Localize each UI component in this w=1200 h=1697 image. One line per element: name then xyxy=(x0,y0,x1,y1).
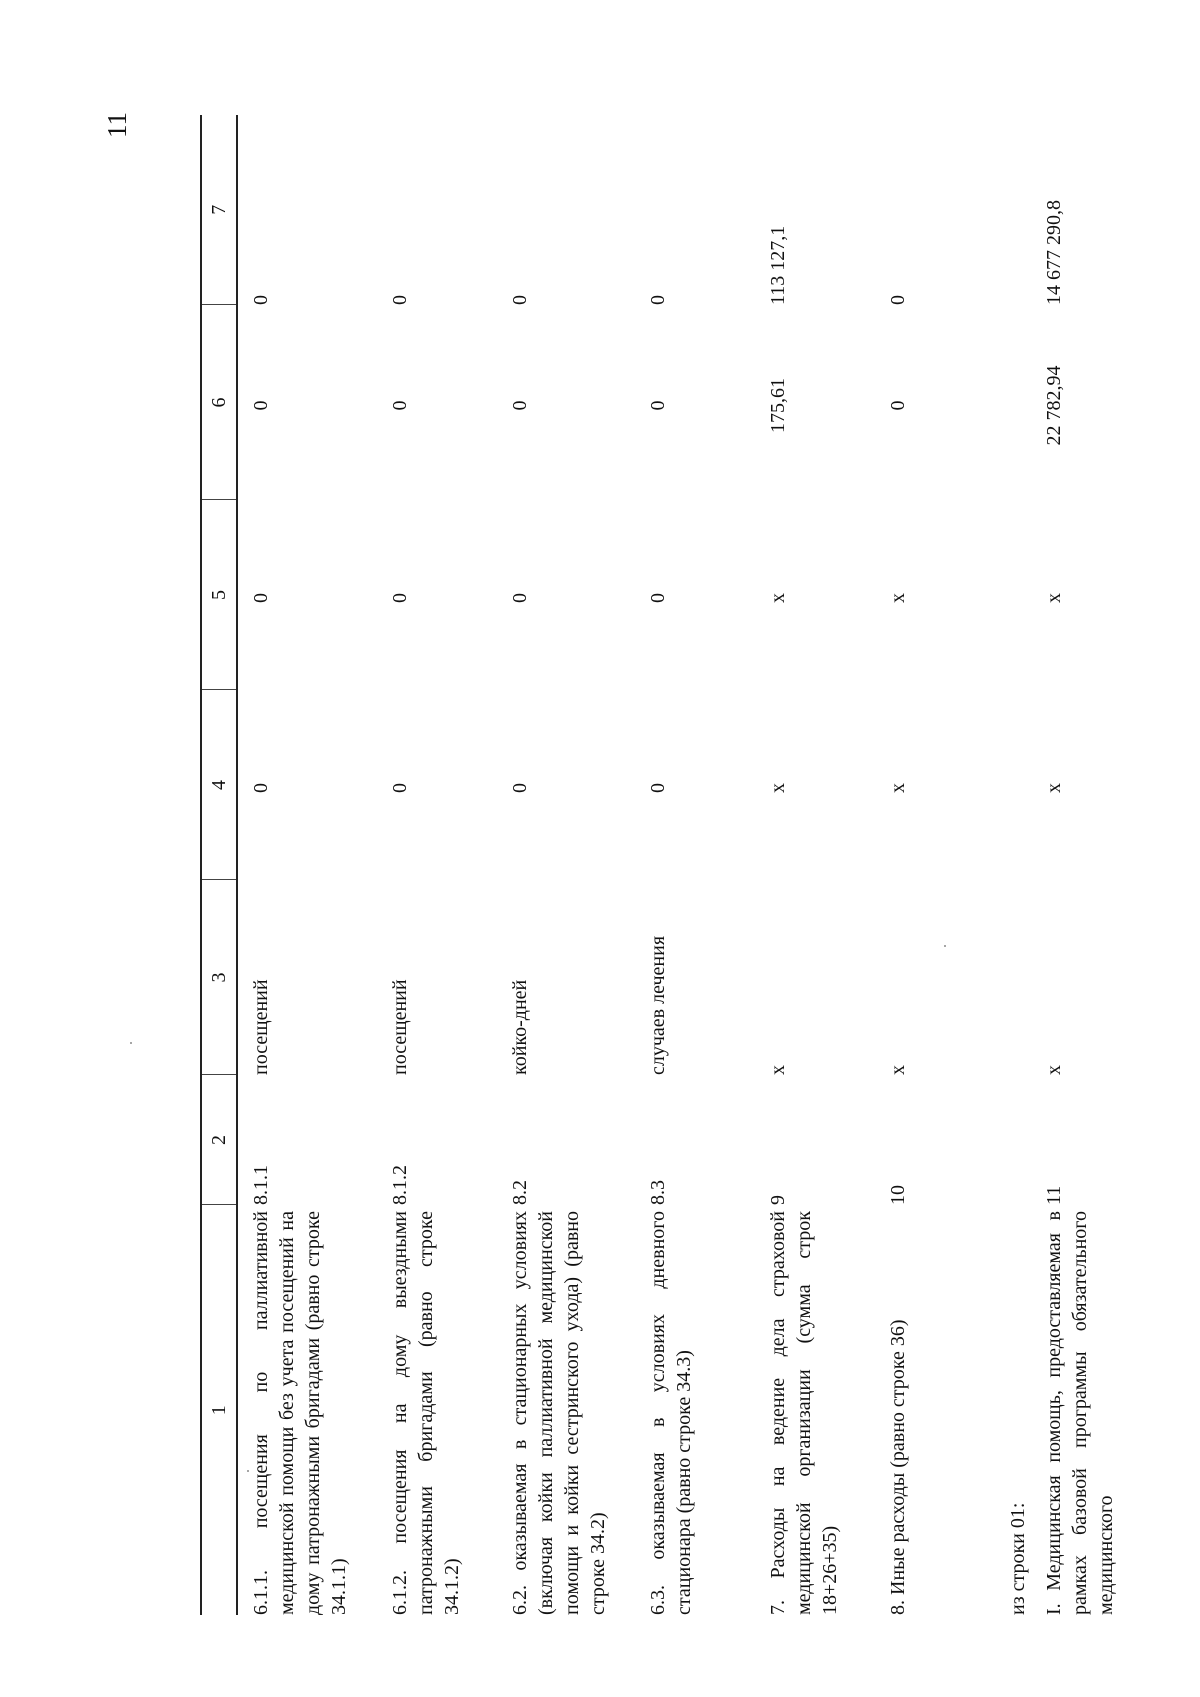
column-header: 6 xyxy=(201,305,237,500)
row-unit: посещений xyxy=(250,979,272,1075)
column-header: 2 xyxy=(201,1075,237,1205)
header-row xyxy=(201,115,237,1615)
row-unit: случаев лечения xyxy=(647,935,669,1075)
cell-col5: 0 xyxy=(647,593,669,603)
table-row xyxy=(875,115,995,1615)
cell-col6: 0 xyxy=(647,400,669,411)
row-unit: х xyxy=(1043,1065,1065,1075)
row-name: 6.2. оказываемая в стационарных условиях (включая койки паллиативной медицинской помощи и койки сестринского ухода) (равно строке 34.2) xyxy=(509,1211,609,1615)
cell-col5: 0 xyxy=(509,593,531,603)
cell-col7: 14 677 290,8 xyxy=(1043,200,1065,305)
cell-col7: 0 xyxy=(250,295,272,305)
data-table xyxy=(200,115,1151,1615)
cell-col5: 0 xyxy=(389,593,411,603)
cell-col6: 0 xyxy=(250,400,272,411)
table-row xyxy=(377,115,497,1615)
table-row xyxy=(755,115,875,1615)
table-row xyxy=(497,115,635,1615)
table-row xyxy=(635,115,755,1615)
cell-col4: 0 xyxy=(250,783,272,793)
scan-speck xyxy=(130,1042,132,1044)
row-name: 6.1.1. посещения по паллиативной медицинской помощи без учета посещений на дому патронажными бригадами (равно строке 34.1.1) xyxy=(250,1211,350,1615)
table-row xyxy=(1031,115,1151,1615)
row-name: 8. Иные расходы (равно строке 36) xyxy=(887,1319,909,1615)
row-unit: х xyxy=(767,1065,789,1075)
cell-col7: 0 xyxy=(887,295,909,305)
row-code: 9 xyxy=(767,1195,789,1205)
row-code: 8.3 xyxy=(647,1180,669,1205)
section-label: из строки 01: xyxy=(1007,1502,1029,1615)
page-number: 11 xyxy=(102,112,132,138)
section-row xyxy=(995,115,1031,1615)
row-code: 11 xyxy=(1043,1185,1065,1205)
cell-col6: 22 782,94 xyxy=(1043,365,1065,446)
row-name: 7. Расходы на ведение дела страховой медицинской организации (сумма строк 18+26+35) xyxy=(767,1211,841,1615)
cell-col5: х xyxy=(767,593,789,603)
cell-col6: 0 xyxy=(509,400,531,411)
rotated-table-area xyxy=(200,115,1117,1615)
cell-col7: 0 xyxy=(389,295,411,305)
row-unit: х xyxy=(887,1065,909,1075)
cell-col4: х xyxy=(1043,783,1065,793)
cell-col6: 0 xyxy=(389,400,411,411)
column-header: 7 xyxy=(201,115,237,305)
cell-col7: 0 xyxy=(509,295,531,305)
cell-col4: 0 xyxy=(647,783,669,793)
cell-col4: 0 xyxy=(389,783,411,793)
row-unit: койко-дней xyxy=(509,979,531,1075)
cell-col4: х xyxy=(887,783,909,793)
cell-col5: х xyxy=(887,593,909,603)
row-code: 8.1.1 xyxy=(250,1165,272,1205)
cell-col6: 0 xyxy=(887,400,909,411)
row-unit: посещений xyxy=(389,979,411,1075)
row-code: 8.1.2 xyxy=(389,1165,411,1205)
column-header: 5 xyxy=(201,500,237,690)
row-name: I. Медицинская помощь, предоставляемая в рамках базовой программы обязательного медицинского xyxy=(1043,1211,1117,1615)
row-name: 6.1.2. посещения на дому выездными патронажными бригадами (равно строке 34.1.2) xyxy=(389,1211,463,1615)
cell-col5: 0 xyxy=(250,593,272,603)
row-name: 6.3. оказываемая в условиях дневного стационара (равно строке 34.3) xyxy=(647,1211,695,1615)
column-header: 4 xyxy=(201,690,237,880)
row-code: 10 xyxy=(887,1185,909,1205)
row-code: 8.2 xyxy=(509,1180,531,1205)
cell-col4: х xyxy=(767,783,789,793)
cell-col7: 113 127,1 xyxy=(767,225,789,305)
cell-col6: 175,61 xyxy=(767,378,789,433)
column-header: 1 xyxy=(201,1205,237,1615)
column-header: 3 xyxy=(201,880,237,1075)
cell-col4: 0 xyxy=(509,783,531,793)
cell-col5: х xyxy=(1043,593,1065,603)
table-row xyxy=(237,115,377,1615)
cell-col7: 0 xyxy=(647,295,669,305)
